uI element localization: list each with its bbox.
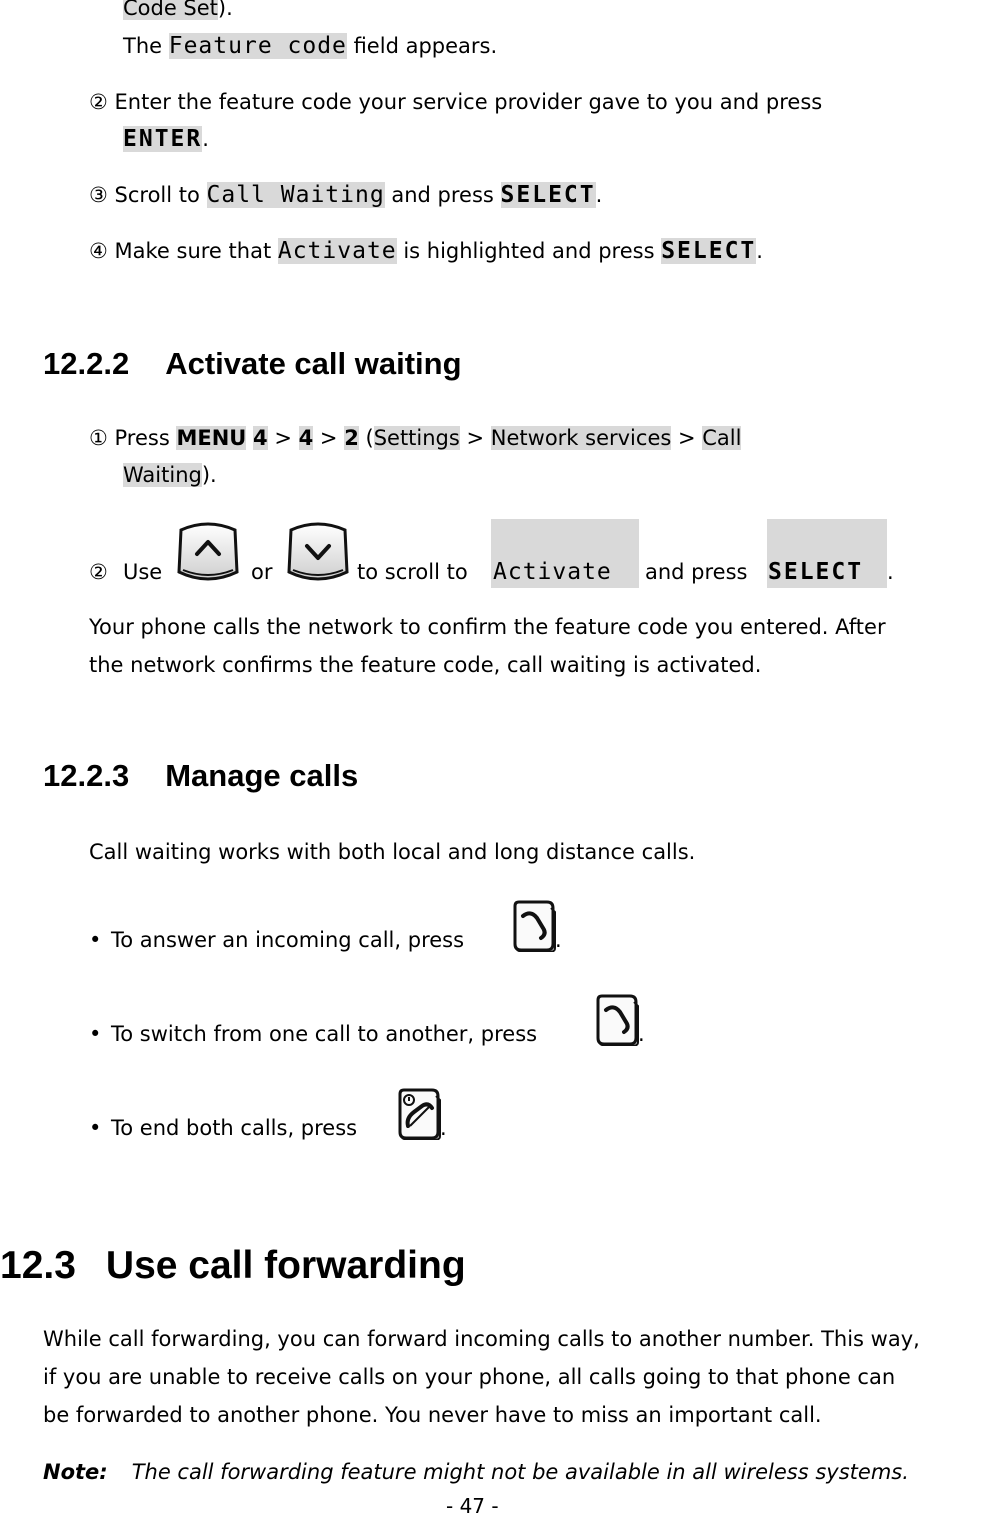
call-label: Call xyxy=(702,426,742,450)
note-label: Note: xyxy=(43,1460,108,1484)
manage-calls-intro: Call waiting works with both local and long distance calls. xyxy=(89,840,696,864)
activate-label-box xyxy=(491,519,639,588)
forwarding-paragraph-line-2: if you are unable to receive calls on your phone, all calls going to that phone can xyxy=(43,1365,896,1389)
forwarding-paragraph-line-3: be forwarded to another phone. You never have to miss an important call. xyxy=(43,1403,822,1427)
step-2-enter-code: ② Enter the feature code your service provider gave to you and press xyxy=(89,90,823,114)
note xyxy=(43,1460,909,1484)
select-key-box xyxy=(767,519,887,588)
feature-code-field-label: Feature code xyxy=(168,33,347,59)
nav-down-key-icon xyxy=(285,520,351,589)
enter-key-label: ENTER xyxy=(123,126,203,152)
end-key-icon xyxy=(396,1088,442,1145)
settings-menu-label: Settings xyxy=(373,426,460,450)
nav-up-key-icon xyxy=(175,520,241,589)
menu-key-label: MENU xyxy=(176,426,247,450)
waiting-label: Waiting xyxy=(123,463,202,487)
call-waiting-label: Call Waiting xyxy=(206,182,385,208)
confirm-paragraph-line-1: Your phone calls the network to confirm the feature code you entered. After xyxy=(89,615,886,639)
step-1-press-menu: ① Press MENU 4 > 4 > 2 (Settings > Network services > Call xyxy=(89,426,742,450)
section-heading-12-2-3: 12.2.3 Manage calls xyxy=(43,758,359,793)
code-set-label: Code Set xyxy=(123,0,218,20)
page-number: - 47 - xyxy=(446,1494,499,1518)
select-key-label: SELECT xyxy=(500,182,596,208)
continuation-line: Code Set). xyxy=(123,0,233,20)
forwarding-paragraph-line-1: While call forwarding, you can forward incoming calls to another number. This way, xyxy=(43,1327,920,1351)
section-heading-12-2-2: 12.2.2 Activate call waiting xyxy=(43,346,462,381)
send-key-icon xyxy=(594,994,640,1051)
network-services-label: Network services xyxy=(490,426,672,450)
select-key-label: SELECT xyxy=(661,238,757,264)
note-text: The call forwarding feature might not be available in all wireless systems. xyxy=(131,1460,909,1484)
step-1-continuation: Waiting). xyxy=(123,463,217,487)
confirm-paragraph-line-2: the network confirms the feature code, call waiting is activated. xyxy=(89,653,762,677)
feature-code-line: The Feature code field appears. xyxy=(123,33,498,59)
step-3-scroll-call-waiting: ③ Scroll to Call Waiting and press SELECT. xyxy=(89,182,603,208)
activate-label: Activate xyxy=(493,559,612,585)
send-key-icon xyxy=(511,900,557,957)
step-4-activate: ④ Make sure that Activate is highlighted and press SELECT. xyxy=(89,238,763,264)
step-2-enter-key-line: ENTER. xyxy=(123,126,209,152)
section-heading-12-3: 12.3 Use call forwarding xyxy=(0,1244,466,1287)
activate-label: Activate xyxy=(277,238,397,264)
select-key-label: SELECT xyxy=(768,559,864,585)
